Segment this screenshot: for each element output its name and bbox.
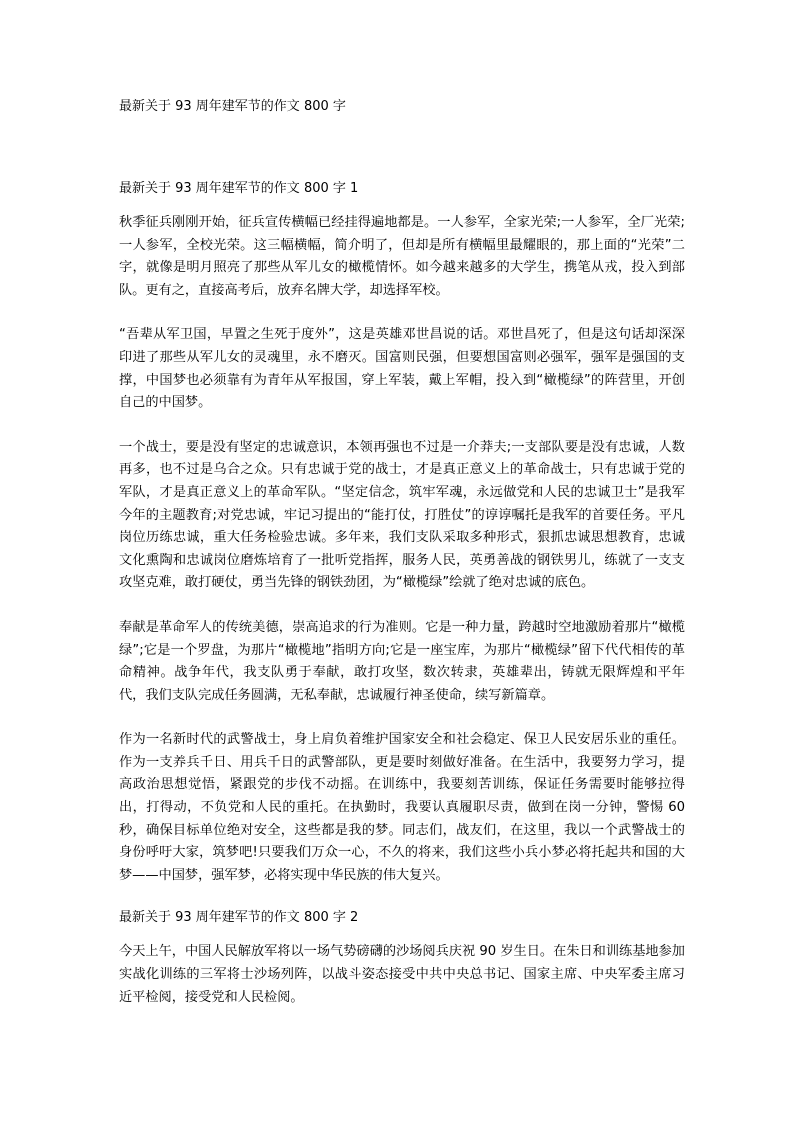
paragraph: 作为一名新时代的武警战士，身上肩负着维护国家安全和社会稳定、保卫人民安居乐业的重任。作为一支养兵千日、用兵千日的武警部队，更是要时刻做好准备。在生活中，我要努力学习，提高政治思想觉悟，紧跟党的步伐不动摇。在训练中，我要刻苦训练，保证任务需要时能够拉得出，打得动，不负党和人民的重托。在执勤时，我要认真履职尽责，做到在岗一分钟，警惕 60 秒，确保目标单位绝对安全，这些都是我的梦。同志们，战友们，在这里，我以一个武警战士的身份呼吁大家，筑梦吧!只要我们万众一心，不久的将来，我们这些小兵小梦必将托起共和国的大梦——中国梦，强军梦，必将实现中华民族的伟大复兴。 [119, 732, 685, 883]
section-1 [119, 180, 685, 887]
paragraph: 一个战士，要是没有坚定的忠诚意识，本领再强也不过是一介莽夫;一支部队要是没有忠诚，人数再多，也不过是乌合之众。只有忠诚于党的战士，才是真正意义上的革命战士，只有忠诚于党的军队，才是真正意义上的革命军队。“坚定信念，筑牢军魂，永远做党和人民的忠诚卫士”是我军今年的主题教育;对党忠诚，牢记习提出的“能打仗，打胜仗”的谆谆嘱托是我军的首要任务。平凡岗位历练忠诚，重大任务检验忠诚。多年来，我们支队采取多种形式，狠抓忠诚思想教育，忠诚文化熏陶和忠诚岗位磨炼培育了一批听党指挥，服务人民，英勇善战的钢铁男儿，练就了一支支攻坚克难，敢打硬仗，勇当先锋的钢铁劲团，为“橄榄绿”绘就了绝对忠诚的底色。 [119, 439, 685, 591]
section-heading: 最新关于 93 周年建军节的作文 800 字 2 [119, 910, 359, 926]
section-heading: 最新关于 93 周年建军节的作文 800 字 1 [119, 181, 359, 196]
document-body [119, 180, 685, 1031]
document-title: 最新关于 93 周年建军节的作文 800 字 [119, 99, 346, 114]
paragraph: 今天上午，中国人民解放军将以一场气势磅礴的沙场阅兵庆祝 90 岁生日。在朱日和训练基地参加实战化训练的三军将士沙场列阵，以战斗姿态接受中共中央总书记、国家主席、中央军委主席习近平检阅，接受党和人民检阅。 [119, 944, 685, 1005]
section-2 [119, 909, 685, 1009]
paragraph: 秋季征兵刚刚开始，征兵宣传横幅已经挂得遍地都是。一人参军，全家光荣;一人参军，全厂光荣;一人参军，全校光荣。这三幅横幅，简介明了，但却是所有横幅里最耀眼的，那上面的“光荣”二字，就像是明月照亮了那些从军儿女的橄榄情怀。如今越来越多的大学生，携笔从戎，投入到部队。更有之，直接高考后，放弃名牌大学，却选择军校。 [119, 215, 685, 298]
paragraph: “吾辈从军卫国，早置之生死于度外”，这是英雄邓世昌说的话。邓世昌死了，但是这句话却深深印进了那些从军儿女的灵魂里，永不磨灭。国富则民强，但要想国富则必强军，强军是强国的支撑，中国梦也必须靠有为青年从军报国，穿上军装，戴上军帽，投入到“橄榄绿”的阵营里，开创自己的中国梦。 [119, 327, 685, 411]
paragraph: 奉献是革命军人的传统美德，崇高追求的行为准则。它是一种力量，跨越时空地激励着那片“橄榄绿”;它是一个罗盘，为那片“橄榄地”指明方向;它是一座宝库，为那片“橄榄绿”留下代代相传的革命精神。战争年代，我支队勇于奉献，敢打攻坚，数次转隶，英雄辈出，铸就无限辉煌和平年代，我们支队完成任务圆满，无私奉献，忠诚履行神圣使命，续写新篇章。 [119, 619, 685, 703]
